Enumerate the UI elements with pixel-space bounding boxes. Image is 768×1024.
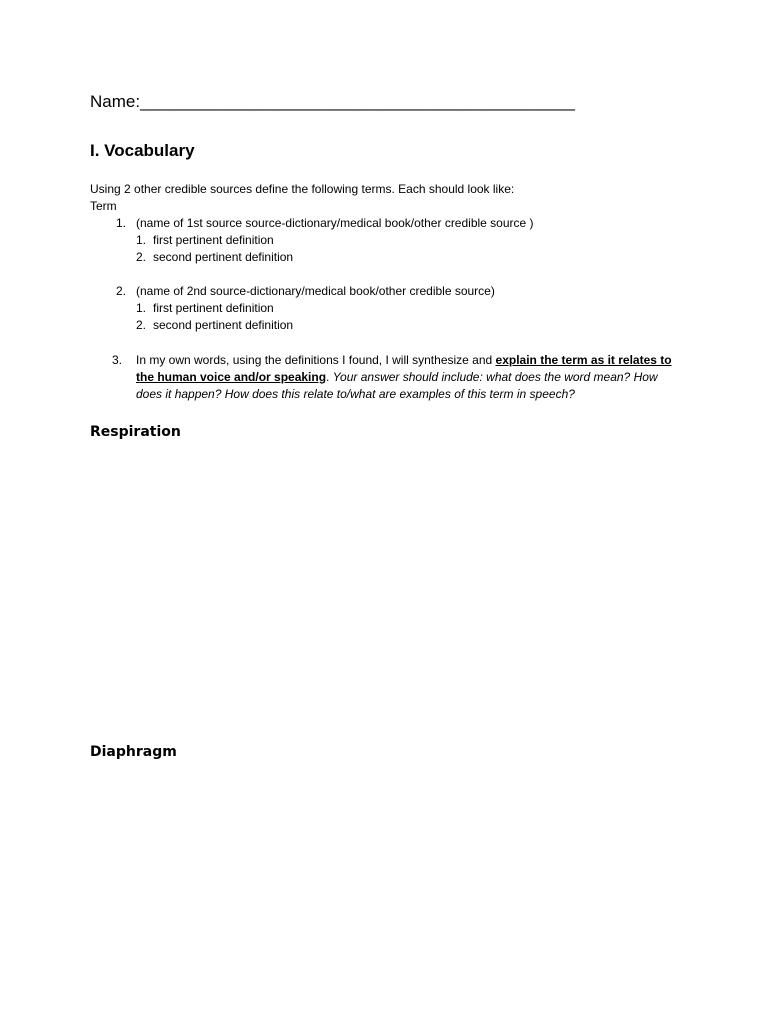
emphasis-text: explain the term as it relates to the human voice and/or speaking <box>136 353 672 384</box>
name-field[interactable]: Name:______________________________________________ <box>90 92 575 111</box>
instructions-text: Using 2 other credible sources define the following terms. Each should look like: <box>90 182 515 196</box>
list-item-substep <box>136 232 274 249</box>
substep-number: 1. <box>136 301 147 315</box>
step-number: 2. <box>115 284 126 298</box>
substep-number: 1. <box>136 233 147 247</box>
step-text: (name of 2nd source-dictionary/medical book/other credible source) <box>136 284 495 298</box>
substep-number: 2. <box>136 250 147 264</box>
list-item-substep <box>136 317 293 334</box>
substep-text: second pertinent definition <box>153 318 294 332</box>
term-label: Term <box>90 199 117 213</box>
list-item-step-1 <box>98 215 658 232</box>
step-text: (name of 1st source source-dictionary/medical book/other credible source ) <box>136 216 534 230</box>
substep-number: 2. <box>136 318 147 332</box>
list-item-substep <box>136 249 293 266</box>
step-text: In my own words, using the definitions I found, I will synthesize and <box>136 353 496 367</box>
substep-text: first pertinent definition <box>153 233 274 247</box>
guidance-text: Your answer should include: what does the word mean? How does it happen? How does this relate to/what are examples of this term in speech? <box>136 370 658 401</box>
step-text-punct: . <box>326 370 333 384</box>
list-item-step-3 <box>136 352 676 403</box>
list-item-substep <box>136 300 274 317</box>
term-heading-diaphragm: Diaphragm <box>90 744 177 760</box>
term-heading-respiration: Respiration <box>90 424 181 440</box>
step-number: 1. <box>115 216 126 230</box>
substep-text: second pertinent definition <box>153 250 294 264</box>
section-title: I. Vocabulary <box>90 141 195 160</box>
substep-text: first pertinent definition <box>153 301 274 315</box>
step-number: 3. <box>112 353 123 367</box>
list-item-step-2 <box>98 283 658 300</box>
